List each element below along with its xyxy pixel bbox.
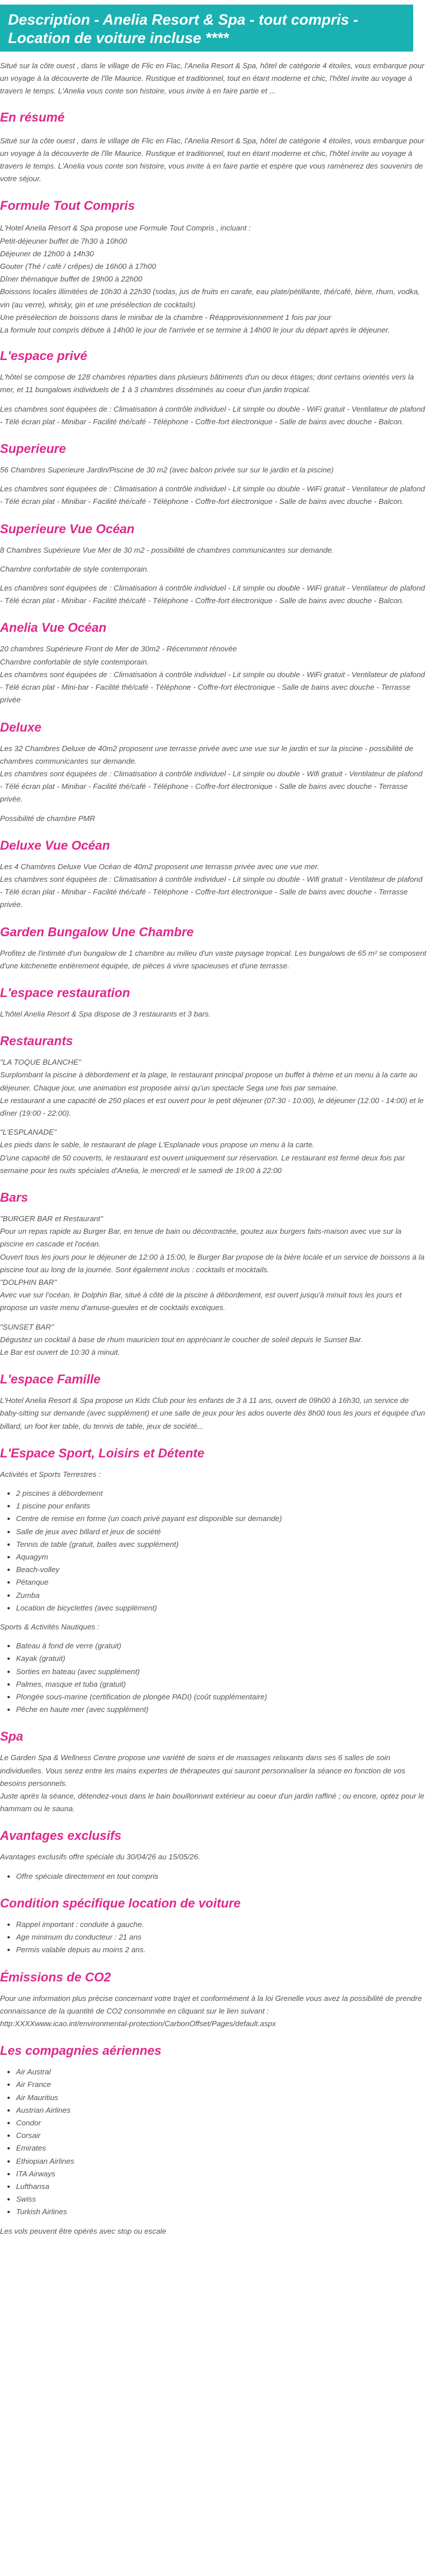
resume-text: Situé sur la côte ouest , dans le village de Flic en Flac, l'Anelia Resort & Spa, hôtel de catégorie 4 étoiles, vous embarque pour un voyage à la découverte de l'île Maurice. Rustique et traditionnel, tout en étant moderne et chic, l'hôtel invite au voyage à travers le temps. L'Anelia vous conte son histoire, vous invite à en faire partie et espère que vous ramènerez des souvenirs de votre séjour. [0,136,425,183]
list-item: • Corsair [16,2129,427,2142]
formule-line: Dîner thématique buffet de 19h00 à 22h00 [0,275,142,284]
formule-block [0,222,427,337]
famille-text: L'Hotel Anelia Resort & Spa propose un Kids Club pour les enfants de 3 à 11 ans, ouvert de 09h00 à 16h30, un service de baby-sitting sur demande (avec supplément) et une salle de jeux pour les ados ouverte dès 8h00 tous les jours et équipée d'un billard, un foot ker table, du tennis de table, jeux de société... [0,1396,425,1430]
section-heading-restaurants: Restaurants [0,1034,73,1049]
section-heading-compagnies: Les compagnies aériennes [0,2043,162,2058]
condition-list [0,1918,427,1957]
compagnies-footer: Les vols peuvent être opérés avec stop ou escale [0,2226,166,2235]
list-item: • Tennis de table (gratuit, balles avec supplément) [16,1538,427,1551]
bar-name: "SUNSET BAR" [0,1322,54,1331]
section-heading-bars: Bars [0,1190,28,1205]
content [0,52,435,2238]
list-item: • Zumba [16,1589,427,1602]
sup-ocean-style: Chambre confortable de style contemporain. [0,564,149,573]
restaurant-name: "L'ESPLANADE" [0,1128,57,1137]
anelia-ocean-text: 20 chambres Supérieure Front de Mer de 30m2 - Récemment rénovée [0,644,237,654]
section-heading-spa: Spa [0,1729,24,1744]
superieure-equipments: Les chambres sont équipées de : Climatisation à contrôle individuel - Lit simple ou double - WiFi gratuit - Ventilateur de plafond - Télé écran plat - Minibar - Facilité thé/café - Téléphone - Coffre-fort électronique - Salle de bains avec douche - Balcon. [0,484,425,506]
list-item: • Beach-volley [16,1563,427,1576]
list-item: • Turkish Airlines [16,2206,427,2218]
deluxe-text: Les 32 Chambres Deluxe de 40m2 proposent une terrasse privée avec une vue sur le jardin et sur la piscine - possibilité de chambres communicantes sur demande. [0,744,413,765]
list-item: • Kayak (gratuit) [16,1652,427,1665]
anelia-ocean-equipments: Les chambres sont équipées de : Climatisation à contrôle individuel - Lit simple ou double - WiFi gratuit - Ventilateur de plafond - Télé écran plat - Mini-bar - Facilité thé/café - Téléphone - Coffre-fort électronique - Salle de bains avec douche - Terrasse privée [0,670,425,705]
sport-terrestres-list [0,1487,427,1615]
list-item: • ITA Airways [16,2168,427,2180]
section-heading-avantages: Avantages exclusifs [0,1828,122,1843]
list-item: • Air Mauritius [16,2092,427,2104]
section-heading-deluxe: Deluxe [0,720,42,734]
avantages-text: Avantages exclusifs offre spéciale du 30/04/26 au 15/05/26. [0,1852,200,1862]
list-item: • Pétanque [16,1576,427,1589]
page [0,5,435,2238]
list-item: • Rappel important : conduite à gauche. [16,1918,427,1931]
deluxe-equipments: Les chambres sont équipées de : Climatisation à contrôle individuel - Lit simple ou double - Wifi gratuit - Ventilateur de plafond - Télé écran plat - Minibar - Facilité thé/café - Téléphone - Coffre-fort électronique - Salle de bains avec douche - Terrasse privée. [0,769,423,804]
formule-line: Une présélection de boissons dans le minibar de la chambre - Réapprovisionnement 1 fois par jour [0,312,331,322]
formule-line: Petit-déjeuner buffet de 7h30 à 10h00 [0,236,127,245]
list-item: • Pêche en haute mer (avec supplément) [16,1703,427,1716]
list-item: • Aquagym [16,1551,427,1563]
list-item: • 1 piscine pour enfants [16,1500,427,1512]
section-heading-famille: L'espace Famille [0,1372,101,1387]
section-heading-anelia-ocean: Anelia Vue Océan [0,620,107,635]
list-item: • Location de bicyclettes (avec supplément) [16,1602,427,1615]
restaurant-hours: Le restaurant a une capacité de 250 places et est ouvert pour le petit déjeuner (07:30 - 10:00), le déjeuner (12:00 - 14:00) et le dîner (19:00 - 22:00). [0,1096,424,1117]
bar-hours: Le Bar est ouvert de 10:30 à minuit. [0,1348,120,1357]
section-heading-bungalow: Garden Bungalow Une Chambre [0,924,194,939]
superieure-text: 56 Chambres Superieure Jardin/Piscine de 30 m2 (avec balcon privée sur sur le jardin et la piscine) [0,466,334,475]
formule-line: L'Hotel Anelia Resort & Spa propose une Formule Tout Compris , incluant : [0,224,251,233]
list-item: • Sorties en bateau (avec supplément) [16,1666,427,1678]
list-item: • Lufthansa [16,2180,427,2193]
list-item: • Age minimum du conducteur : 21 ans [16,1931,427,1944]
list-item: • Centre de remise en forme (un coach privé payant est disponible sur demande) [16,1512,427,1525]
section-heading-condition: Condition spécifique location de voiture [0,1895,241,1910]
formule-line: Boissons locales illimitées de 10h30 à 22h30 (sodas, jus de fruits en carafe, eau plate/pétillante, thé/café, bière, rhum, vodka, vin (au verre), whisky, gin et une présélection de cocktails) [0,287,420,309]
list-item: • Offre spéciale directement en tout compris [16,1870,427,1883]
section-heading-co2: Émissions de CO2 [0,1969,111,1984]
list-item: • Emirates [16,2142,427,2155]
sport-terrestres-label: Activités et Sports Terrestres : [0,1469,101,1479]
restaurant-name: "LA TOQUE BLANCHE" [0,1058,81,1067]
section-heading-deluxe-ocean: Deluxe Vue Océan [0,838,110,853]
bar-hours: Ouvert tous les jours pour le déjeuner de 12:00 à 15:00, le Burger Bar propose de la bière locale et un service de boissons à la piscine tout au long de la journée. Sont également inclus : cocktails et mocktails. [0,1252,425,1274]
list-item: • Plongée sous-marine (certification de plongée PADI) (coût supplémentaire) [16,1691,427,1703]
formule-line: Déjeuner de 12h00 à 14h30 [0,249,94,258]
co2-text: Pour une information plus précise concernant votre trajet et conformément à la loi Grenelle vous avez la possibilité de prendre connaissance de la quantité de CO2 consommée en cliquant sur le lien suivant : [0,1993,422,2015]
bar-name: "DOLPHIN BAR" [0,1277,57,1287]
list-item: • 2 piscines à débordement [16,1487,427,1500]
list-item: • Air Austral [16,2066,427,2078]
list-item: • Swiss [16,2193,427,2206]
restauration-text: L'hôtel Anelia Resort & Spa dispose de 3 restaurants et 3 bars. [0,1009,211,1018]
deluxe-ocean-text: Les 4 Chambres Deluxe Vue Océan de 40m2 proposent une terrasse privée avec une vue mer. [0,862,320,871]
formule-line: La formule tout compris débute à 14h00 le jour de l'arrivée et se termine à 14h00 le jour du départ après le déjeuner. [0,326,390,335]
list-item: • Permis valable depuis au moins 2 ans. [16,1944,427,1956]
section-heading-sport: L'Espace Sport, Loisirs et Détente [0,1445,205,1460]
avantages-list [0,1870,427,1883]
section-heading-resume: En résumé [0,110,65,124]
restaurant-description: Les pieds dans le sable, le restaurant de plage L'Esplanade vous propose un menu à la carte. [0,1140,314,1150]
list-item: • Salle de jeux avec billard et jeux de société [16,1526,427,1538]
list-item: • Ethiopian Airlines [16,2155,427,2168]
page-title: Description - Anelia Resort & Spa - tout compris - Location de voiture incluse **** [0,5,413,52]
list-item: • Palmes, masque et tuba (gratuit) [16,1678,427,1691]
sport-nautiques-label: Sports & Activités Nautiques : [0,1623,100,1632]
list-item: • Air France [16,2078,427,2091]
section-heading-restauration: L'espace restauration [0,985,130,1000]
section-heading-superieure: Superieure [0,441,66,456]
restaurant-hours: D'une capacité de 50 couverts, le restaurant est ouvert uniquement sur réservation. Le restaurant est fermé deux fois par semaine pour les nuits spéciales d'Anelia, le mercredi et le samedi de 19:00 à 22:00 [0,1153,405,1175]
bar-name: "BURGER BAR et Restaurant" [0,1214,103,1223]
deluxe-pmr: Possibilité de chambre PMR [0,814,95,823]
bar-description: Avec vue sur l'océan, le Dolphin Bar, situé à côté de la piscine à débordement, est ouvert jusqu'à minuit tous les jours et propose un vaste menu d'amuse-gueules et de cocktails exotiques. [0,1291,402,1312]
intro-text: Situé sur la côte ouest , dans le village de Flic en Flac, l'Anelia Resort & Spa, hôtel de catégorie 4 étoiles, vous embarque pour un voyage à la découverte de l'île Maurice. Rustique et traditionnel, tout en étant moderne et chic, l'hôtel invite au voyage à travers le temps. L'Anelia vous conte son histoire, vous invite à en faire partie et ... [0,61,425,96]
prive-text: L'hôtel se compose de 128 chambres réparties dans plusieurs bâtiments d'un ou deux étages; dont certains orientés vers la mer, et 11 bungalows individuels de 1 à 3 chambres disséminés au coeur d'un jardin tropical. [0,373,414,394]
co2-link[interactable]: http:XXXXwww.icao.int/environmental-protection/CarbonOffset/Pages/default.aspx [0,2019,276,2028]
restaurant-description: Surplombant la piscine à débordement et la plage, le restaurant principal propose un buffet à thème et un menu à la carte au déjeuner. Chaque jour, une animation est proposée ainsi qu'un spectacle Sega une fois par semaine. [0,1070,418,1092]
section-heading-prive: L'espace privé [0,349,87,363]
formule-line: Gouter (Thé / café / crêpes) de 16h00 à 17h00 [0,262,156,271]
section-heading-sup-ocean: Superieure Vue Océan [0,521,135,536]
list-item: • Austrian Airlines [16,2104,427,2117]
sport-nautiques-list [0,1640,427,1716]
list-item: • Bateau à fond de verre (gratuit) [16,1640,427,1652]
spa-text: Le Garden Spa & Wellness Centre propose une variété de soins et de massages relaxants dans ses 6 salles de soin individuelles. Vous serez entre les mains expertes de thérapeutes qui sauront personnaliser la séance en fonction de vos besoins personnels. [0,1753,406,1788]
list-item: • Condor [16,2117,427,2129]
section-heading-formule: Formule Tout Compris [0,198,135,213]
prive-equipments: Les chambres sont équipées de : Climatisation à contrôle individuel - Lit simple ou double - WiFi gratuit - Ventilateur de plafond - Télé écran plat - Minibar - Facilité thé/café - Téléphone - Coffre-fort électronique - Salle de bains avec douche - Balcon. [0,404,425,426]
bungalow-text: Profitez de l'intimité d'un bungalow de 1 chambre au milieu d'un vaste paysage tropical. Les bungalows de 65 m² se composent d'une kitchenette entièrement équipée, de pièces à vivre spacieuses et d'une terrasse. [0,948,426,970]
sup-ocean-equipments: Les chambres sont équipées de : Climatisation à contrôle individuel - Lit simple ou double - WiFi gratuit - Ventilateur de plafond - Télé écran plat - Minibar - Facilité thé/café - Téléphone - Coffre-fort électronique - Salle de bains avec douche - Balcon. [0,584,425,605]
bar-description: Dégustez un cocktail à base de rhum mauricien tout en appréciant le coucher de soleil depuis le Sunset Bar. [0,1335,363,1344]
deluxe-ocean-equipments: Les chambres sont équipées de : Climatisation à contrôle individuel - Lit simple ou double - Wifi gratuit - Ventilateur de plafond - Télé écran plat - Minibar - Facilité thé/café - Téléphone - Coffre-fort électronique - Salle de bains avec douche - Terrasse privée. [0,874,423,909]
compagnies-list [0,2066,427,2218]
sup-ocean-text: 8 Chambres Supérieure Vue Mer de 30 m2 - possibilité de chambres communicantes sur demande. [0,545,334,554]
spa-text: Juste après la séance, détendez-vous dans le bain bouillonnant extérieur au coeur d'un jardin raffiné ; ou encore, optez pour le hammam ou le sauna. [0,1792,425,1813]
anelia-ocean-style: Chambre confortable de style contemporain. [0,657,149,666]
bar-description: Pour un repas rapide au Burger Bar, en tenue de bain ou décontractée, goutez aux burgers faits-maison avec vue sur la piscine en cascade et l'océan. [0,1227,402,1249]
